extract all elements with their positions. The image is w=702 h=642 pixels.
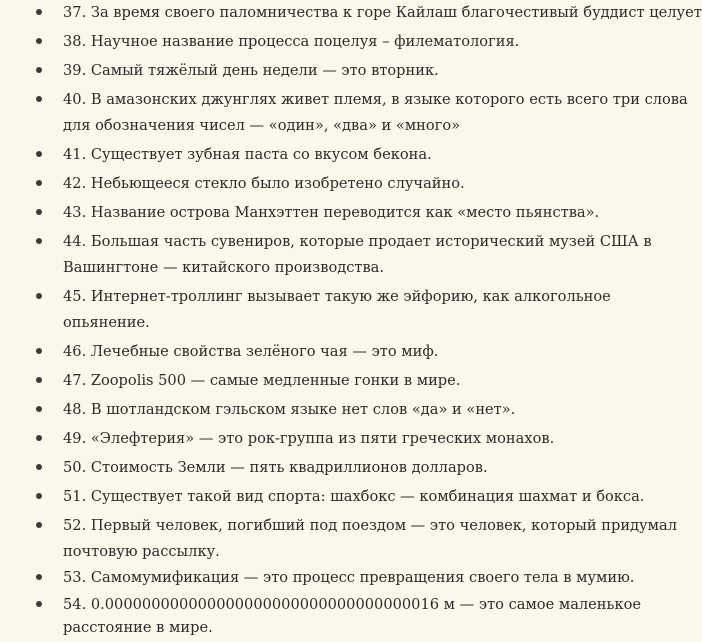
bullet-icon [36, 574, 42, 580]
fact-line: 44. Большая часть сувениров, которые продает исторический музей США в [63, 233, 652, 250]
fact-text [63, 484, 663, 510]
bullet-icon [36, 435, 42, 441]
fact-text [63, 592, 663, 641]
fact-line: 54. 0.000000000000000000000000000000000016 м — это самое маленькое [63, 596, 642, 613]
bullet-icon [36, 493, 42, 499]
bullet-icon [36, 293, 42, 299]
fact-line: 45. Интернет-троллинг вызывает такую же эйфорию, как алкогольное [63, 288, 611, 305]
fact-text [63, 565, 663, 591]
bullet-icon [36, 180, 42, 186]
fact-line: 39. Самый тяжёлый день недели — это вторник. [63, 62, 439, 79]
fact-line: Вашингтоне — китайского производства. [63, 259, 385, 276]
bullet-icon [36, 601, 42, 607]
fact-line: 42. Небьющееся стекло было изобретено случайно. [63, 175, 465, 192]
bullet-icon [36, 464, 42, 470]
bullet-icon [36, 38, 42, 44]
bullet-icon [36, 9, 42, 15]
fact-line: 49. «Элефтерия» — это рок-группа из пяти греческих монахов. [63, 430, 555, 447]
fact-text [63, 87, 688, 139]
fact-text [63, 397, 663, 423]
fact-text [63, 229, 663, 281]
fact-line: 40. В амазонских джунглях живет племя, в языке которого есть всего три слова [63, 91, 688, 108]
fact-line: опьянение. [63, 314, 150, 331]
fact-line: расстояние в мире. [63, 619, 213, 636]
fact-text [63, 200, 663, 226]
fact-text [63, 284, 663, 336]
bullet-icon [36, 96, 42, 102]
fact-line: 41. Существует зубная паста со вкусом бекона. [63, 146, 432, 163]
bullet-icon [36, 209, 42, 215]
bullet-icon [36, 377, 42, 383]
fact-line: 50. Стоимость Земли — пять квадриллионов долларов. [63, 459, 488, 476]
bullet-icon [36, 67, 42, 73]
fact-text [63, 171, 663, 197]
fact-text [63, 368, 663, 394]
fact-text [63, 513, 677, 565]
fact-text [63, 58, 663, 84]
bullet-icon [36, 151, 42, 157]
fact-line: 46. Лечебные свойства зелёного чая — это миф. [63, 343, 439, 360]
fact-line: 48. В шотландском гэльском языке нет слов «да» и «нет». [63, 401, 516, 418]
fact-line: 53. Самомумификация — это процесс превращения своего тела в мумию. [63, 569, 635, 586]
fact-line: 37. За время своего паломничества к горе Кайлаш благочестивый буддист целует [63, 4, 702, 21]
fact-text [63, 29, 663, 55]
bullet-icon [36, 522, 42, 528]
bullet-icon [36, 406, 42, 412]
fact-line: почтовую рассылку. [63, 543, 220, 560]
fact-line: 47. Zoopolis 500 — самые медленные гонки в мире. [63, 372, 461, 389]
fact-line: 43. Название острова Манхэттен переводится как «место пьянства». [63, 204, 600, 221]
bullet-icon [36, 348, 42, 354]
bullet-icon [36, 238, 42, 244]
fact-line: 38. Научное название процесса поцелуя – филематология. [63, 33, 520, 50]
fact-text [63, 455, 663, 481]
fact-text [63, 339, 663, 365]
fact-text [63, 0, 702, 26]
fact-line: для обозначения чисел — «один», «два» и «много» [63, 117, 461, 134]
fact-line: 51. Существует такой вид спорта: шахбокс — комбинация шахмат и бокса. [63, 488, 645, 505]
fact-text [63, 142, 663, 168]
fact-line: 52. Первый человек, погибший под поездом — это человек, который придумал [63, 517, 677, 534]
fact-text [63, 426, 663, 452]
